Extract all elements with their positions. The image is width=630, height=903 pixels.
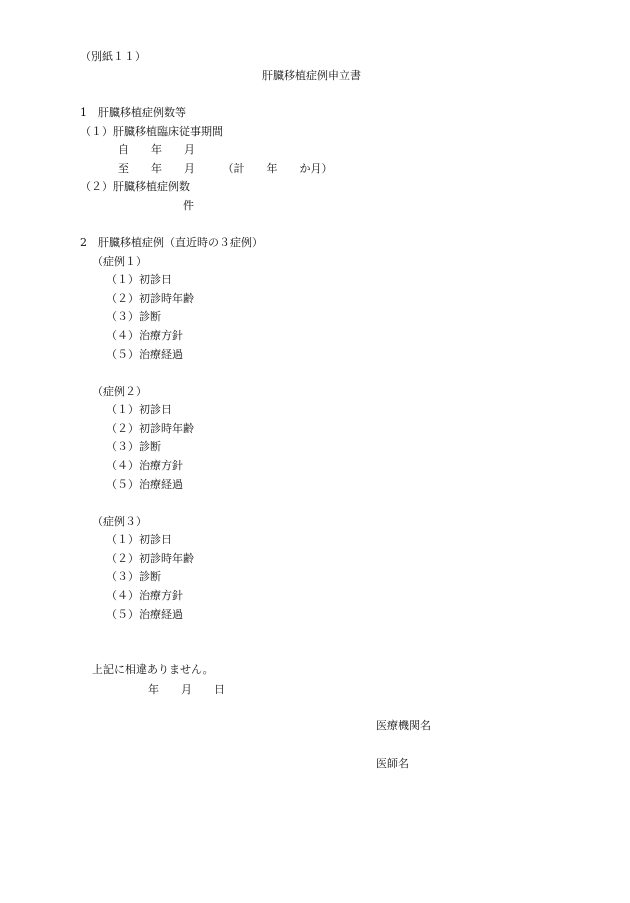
case-item: （４）治療方針: [106, 329, 183, 342]
case-item: （１）初診日: [106, 403, 172, 416]
case-title: （症例１）: [92, 255, 147, 268]
case-item: （３）診断: [106, 310, 161, 323]
case-item: （５）治療経過: [106, 478, 183, 491]
case-item: （３）診断: [106, 440, 161, 453]
institution-name-label: 医療機関名: [376, 719, 431, 732]
case-title: （症例２）: [92, 385, 147, 398]
case-item: （３）診断: [106, 570, 161, 583]
section1-item1-label: （１）肝臓移植臨床従事期間: [80, 125, 223, 138]
attachment-label: （別紙１１）: [80, 50, 146, 63]
case-title: （症例３）: [92, 515, 147, 528]
case-item: （２）初診時年齢: [106, 292, 194, 305]
section1-item2-label: （２）肝臓移植症例数: [80, 180, 190, 193]
case-count-line: 件: [183, 199, 194, 212]
period-from-line: 自 年 月: [118, 143, 195, 156]
case-item: （５）治療経過: [106, 348, 183, 361]
case-item: （４）治療方針: [106, 589, 183, 602]
case-item: （２）初診時年齢: [106, 422, 194, 435]
case-item: （４）治療方針: [106, 459, 183, 472]
doctor-name-label: 医師名: [376, 757, 409, 770]
case-item: （５）治療経過: [106, 608, 183, 621]
period-to-line: 至 年 月 （計 年 か月）: [118, 162, 333, 175]
section2-heading: 2 肝臓移植症例（直近時の３症例）: [80, 236, 263, 249]
section1-heading: 1 肝臓移植症例数等: [80, 106, 186, 119]
case-item: （１）初診日: [106, 533, 172, 546]
document-title: 肝臓移植症例申立書: [262, 69, 361, 82]
case-item: （１）初診日: [106, 273, 172, 286]
declaration-text: 上記に相違ありません。: [92, 663, 214, 676]
case-item: （２）初診時年齢: [106, 552, 194, 565]
date-line: 年 月 日: [148, 683, 225, 696]
